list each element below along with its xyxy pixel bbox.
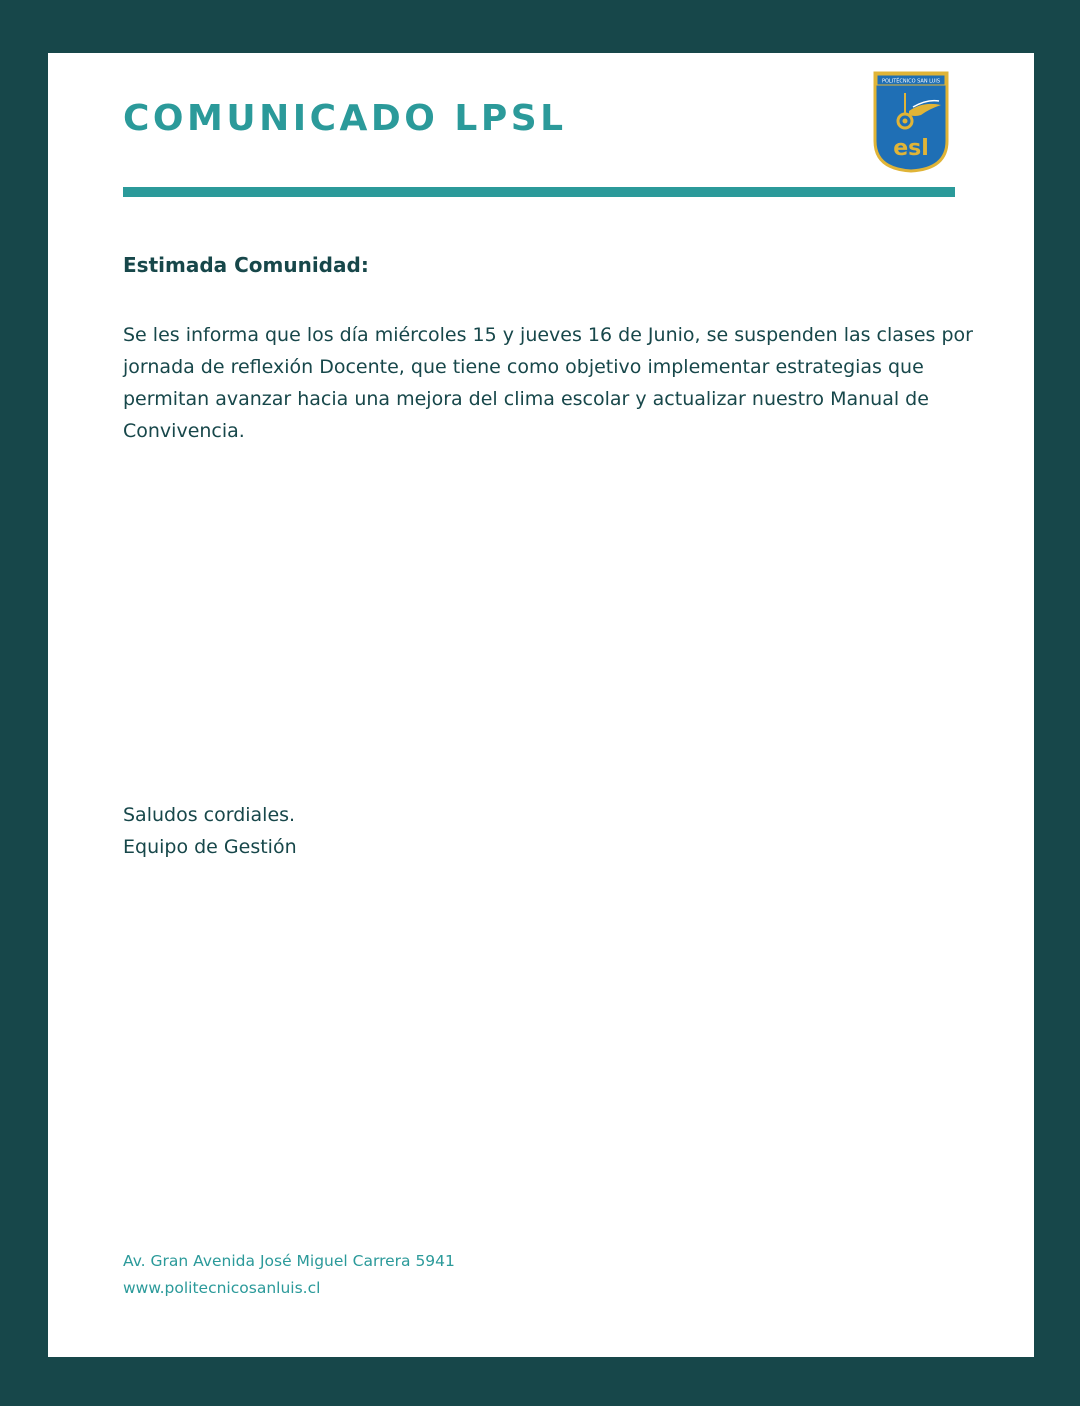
closing <box>123 799 297 863</box>
footer-address: Av. Gran Avenida José Miguel Carrera 5941 <box>123 1252 455 1270</box>
document-page <box>48 53 1034 1357</box>
closing-signature: Equipo de Gestión <box>123 836 297 858</box>
greeting: Estimada Comunidad: <box>123 253 369 277</box>
header-divider <box>123 187 955 197</box>
body-paragraph: Se les informa que los día miércoles 15 y jueves 16 de Junio, se suspenden las clases por jornada de reflexión Docente, que tiene como objetivo implementar estrategias que permitan avanzar hacia una mejora del clima escolar y actualizar nuestro Manual de Convivencia. <box>123 324 973 442</box>
document-title: COMUNICADO LPSL <box>123 98 567 139</box>
footer-website[interactable]: www.politecnicosanluis.cl <box>123 1279 321 1297</box>
school-crest-icon <box>873 71 949 173</box>
crest-initials: esl <box>893 136 929 161</box>
footer <box>123 1248 455 1302</box>
crest-banner-text: POLITÉCNICO SAN LUIS <box>881 78 941 85</box>
closing-salutation: Saludos cordiales. <box>123 804 296 826</box>
